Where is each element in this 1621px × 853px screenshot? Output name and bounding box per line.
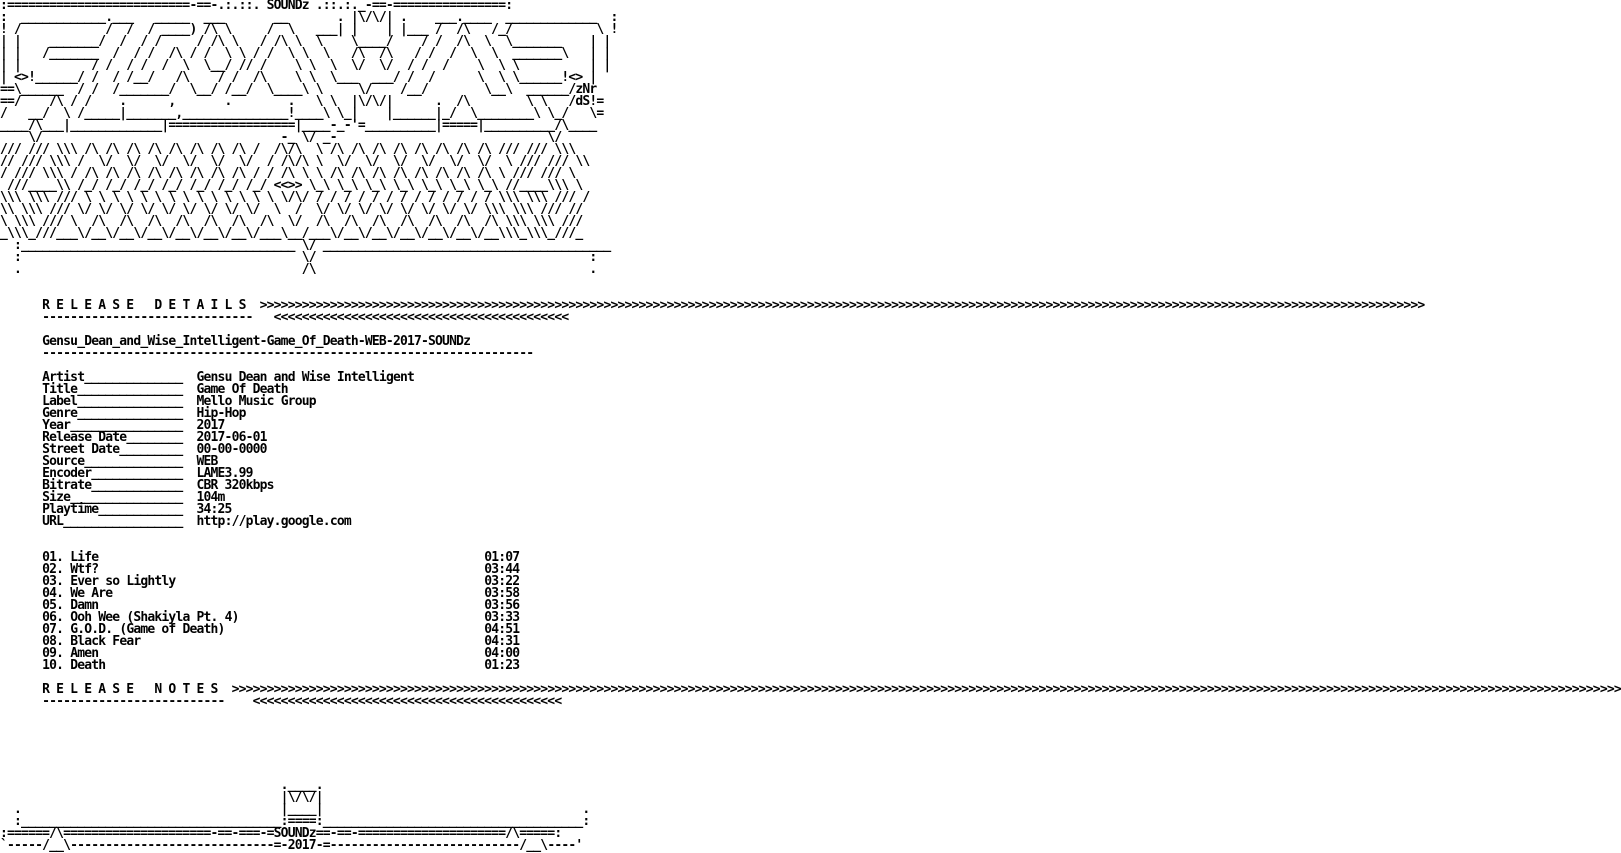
detail-row: URL_________________ http://play.google.com [42,514,351,529]
blank-line [0,756,640,768]
blank-line [0,528,640,540]
track-time: 01:07 [484,550,520,565]
blank-line [0,732,640,744]
release-notes-heading-line: R E L E A S E N O T E S >>>>>>>>>>>>>>>>>>>>>>>>>>>>>>>>>>>>>>>>>>>>>>>>>>>>>>>>>>>>>>>>>>>>>>>>>>>>>>>>>>>>>>>>>>>>>>>>>>>>>>>>>>>>>>>>>>>>>>>>>>>>>>>>>>>>>>>>>>>>>>>>>>>>>>>>>>>>>>>>>>>>>>>>>>>>>>>>>>>>>>>>>>>>>>>>>>>>>> [42,682,1621,697]
details-fields [0,372,640,528]
detail-value: 104m [196,490,225,505]
detail-label: Encoder [42,466,92,481]
detail-row: Encoder_____________ LAME3.99 [42,466,253,481]
detail-row: Release Date________ 2017-06-01 [42,430,267,445]
detail-label: Size [42,490,71,505]
track-title: Ooh Wee (Shakiyla Pt. 4) [70,610,239,625]
ascii-logo-row: / __/ \ /_____|_______,_______________!____\ \_| |______|_/ \________\ \_/ \= [0,106,604,121]
track-title: Life [70,550,99,565]
tracklist [0,552,640,672]
track-row [0,660,640,672]
detail-value: LAME3.99 [196,466,253,481]
detail-value: 34:25 [196,502,232,517]
detail-row: Artist______________ Gensu Dean and Wise Intelligent [42,370,415,385]
release-name-underline: ---------------------------------------------------------------------- [0,346,534,361]
track-number: 01. [42,550,64,565]
track-title: We Are [70,586,113,601]
release-details-underline: ------------------------------ <<<<<<<<<<<<<<<<<<<<<<<<<<<<<<<<<<<<<<<<<< [0,310,569,325]
header-top-label: SOUNDz [266,0,309,13]
ascii-logo-row: | | /_______ / / / /\ / / \ \ / / \ \ \ /\ /\ / / / \ \ _______\ | | [0,46,611,61]
track-number: 04. [42,586,64,601]
pattern-row: /// /// \\\ /\ /\ /\ /\ /\ /\ /\ /\ / /\/\ \ /\ /\ /\ /\ /\ /\ /\ /\ /// /// \\\ [0,142,576,157]
detail-value: 00-00-0000 [196,442,267,457]
track-title: Ever so Lightly [70,574,176,589]
track-title: Wtf? [70,562,99,577]
track-time: 03:22 [484,574,520,589]
crown-ornament-top: .____. [0,778,323,793]
release-details-heading-line: R E L E A S E D E T A I L S >>>>>>>>>>>>>>>>>>>>>>>>>>>>>>>>>>>>>>>>>>>>>>>>>>>>>>>>>>>>>>>>>>>>>>>>>>>>>>>>>>>>>>>>>>>>>>>>>>>>>>>>>>>>>>>>>>>>>>>>>>>>>>>>>>>>>>>>>>>>>>>>>>>>>>>>>>>>>>>>>>>>>> [42,298,1425,313]
pattern-row: ///____\\ /_/ /_/ /_/ /_/ /_/ /_/ /_/ <<>> \_\ \_\ \_\ \_\ \_\ \_\ \_\ //____\\\ \ [0,178,583,193]
blank-line [0,708,640,720]
crown-ornament-bottom: . |____| . [0,802,590,817]
detail-value: Gensu Dean and Wise Intelligent [196,370,415,385]
footer-year: 2017 [287,838,316,853]
track-time: 03:33 [484,610,520,625]
track-number: 08. [42,634,64,649]
detail-value: http://play.google.com [196,514,351,529]
ascii-logo-row: : ____________.___ _____ ___ __ . |\/\/| . ___.____ _____________ : [0,10,618,25]
track-number: 02. [42,562,64,577]
track-time: 03:58 [484,586,520,601]
detail-value: Hip-Hop [196,406,246,421]
blank-line [0,744,640,756]
detail-value: 2017 [196,418,225,433]
detail-row: Year________________ 2017 [42,418,225,433]
track-time: 03:56 [484,598,520,613]
pattern-row: \ \\\ /// \ /\ /\ /\ /\ /\ /\ /\ \/ /\ /\ /\ /\ /\ /\ /\ \\\ \\\ /// [0,214,583,229]
detail-row: Bitrate_____________ CBR 320kbps [42,478,274,493]
detail-value: Mello Music Group [196,394,316,409]
ascii-logo-row: | | / / / / / \ \__/ // / \ \ \ \/ \/ / / / \ \ \ | | [0,58,611,73]
detail-label: Artist [42,370,85,385]
pattern-row: \\ \\\ /// \/ \/ \/ \/ \/ \/ \/ \/ \/ \ / \/ \/ \/ \/ \/ \/ \/ \/ \\\ \\\ /// // [0,202,583,217]
track-number: 07. [42,622,64,637]
track-title: Black Fear [70,634,141,649]
track-number: 06. [42,610,64,625]
track-time: 04:31 [484,634,520,649]
detail-row: Genre_______________ Hip-Hop [42,406,246,421]
detail-row: Source______________ WEB [42,454,218,469]
detail-row: Title_______________ Game Of Death [42,382,288,397]
detail-label: Playtime [42,502,99,517]
track-number: 03. [42,574,64,589]
detail-label: Bitrate [42,478,92,493]
pattern-row: / /// \\\ / /\ /\ /\ /\ /\ /\ /\ /\ / / /\ \ \ /\ /\ /\ /\ /\ /\ /\ /\ \ /// /// \ [0,166,576,181]
track-title: G.O.D. (Game of Death) [70,622,225,637]
release-details-heading: R E L E A S E D E T A I L S [42,298,246,313]
release-notes-underline: -------------------------- <<<<<<<<<<<<<<<<<<<<<<<<<<<<<<<<<<<<<<<<<<<< [0,694,562,709]
detail-label: Year [42,418,71,433]
detail-label: Street Date [42,442,120,457]
detail-value: CBR 320kbps [196,478,274,493]
pattern-bottom-line: :_______________________________________ \/ _________________________________________ [0,238,611,253]
detail-label: URL [42,514,64,529]
footer-line: `-----/__\-----------------------------=-2017-=---------------------------/__\----' [0,838,583,853]
blank-line [0,720,640,732]
ascii-logo-row: \/ -_ \/ _- \/ [0,130,562,145]
track-title: Amen [70,646,99,661]
pattern-row: _\\\_///___\/__\/__\/__\/__\/__\/__\/___\__/___\/__\/__\/__\/__\/__\/__\\\_\\\_///_ [0,226,583,241]
section-pointer: . /\ . [0,262,597,277]
detail-label: Release Date [42,430,127,445]
track-time: 01:23 [484,658,520,673]
track-number: 09. [42,646,64,661]
detail-label: Title [42,382,78,397]
track-title: Damn [70,598,99,613]
detail-row: Label_______________ Mello Music Group [42,394,316,409]
footer-label: SOUNDz [273,826,316,841]
ascii-logo-row: | <>!______/ / / /__/ /\ / / /\ \ \ \___ ___/ / / \ \ \______!<> | [0,70,597,85]
track-time: 04:51 [484,622,520,637]
ascii-logo-row: ==\______ / / /_______/ \__/ /__/ \____\ \ \/ /__/ \__\ ______/zNr [0,82,597,97]
header-top-line: :==========================-==-.:.::. SOUNDz .::.:._-==-================: [0,0,513,13]
pattern-row: \\\ \\\ /// \ \ \ \ \ \ \ \ \ \ \ \ \ \ \/\/ / / / / / / / / / / / / / \\\ \\\ /// / [0,190,590,205]
pattern-row: // /// \\\ / \/ \/ \/ \/ \/ \/ / /\/\ \ \/ \/ \/ \/ \/ \/ \ /// /// \\ [0,154,590,169]
footer-line: :======/\=====================-==-===-=SOUNDz==-==-=====================/\=====: [0,826,562,841]
ascii-logo-row: ____/\___|_____________|==================|____-_-'=__________|=====|__________/\____ [0,118,597,133]
release-notes-heading: R E L E A S E N O T E S [42,682,218,697]
detail-label: Source [42,454,85,469]
detail-value: Game Of Death [196,382,288,397]
detail-row: Size________________ 104m [42,490,225,505]
track-number: 05. [42,598,64,613]
detail-value: WEB [196,454,218,469]
track-number: 10. [42,658,64,673]
blank-line [0,276,640,288]
track-time: 04:00 [484,646,520,661]
detail-label: Label [42,394,78,409]
ascii-logo-row: | | _______/ / / / / /\ \ / /\ \ \ \____/ / / /\ \ \_______ | | [0,34,611,49]
section-pointer: : \/ : [0,250,597,265]
track-time: 03:44 [484,562,520,577]
release-name: Gensu_Dean_and_Wise_Intelligent-Game_Of_Death-WEB-2017-SOUNDz [42,334,471,349]
track-title: Death [70,658,106,673]
detail-value: 2017-06-01 [196,430,267,445]
ascii-logo-row: ! / / / / ____) /\ \ / \ ___| | | |___ / /\ /_/ \ ! [0,22,618,37]
crown-ornament: |\/\/| [0,790,323,805]
detail-label: Genre [42,406,78,421]
detail-row: Playtime____________ 34:25 [42,502,232,517]
detail-row: Street Date_________ 00-00-0000 [42,442,267,457]
ascii-logo-row: ==/ /\ / / . , . . \ \ |\/\/| . /\ \ \ /dS!= [0,94,604,109]
footer-line: :_____________________________________:====:_____________________________________: [0,814,590,829]
